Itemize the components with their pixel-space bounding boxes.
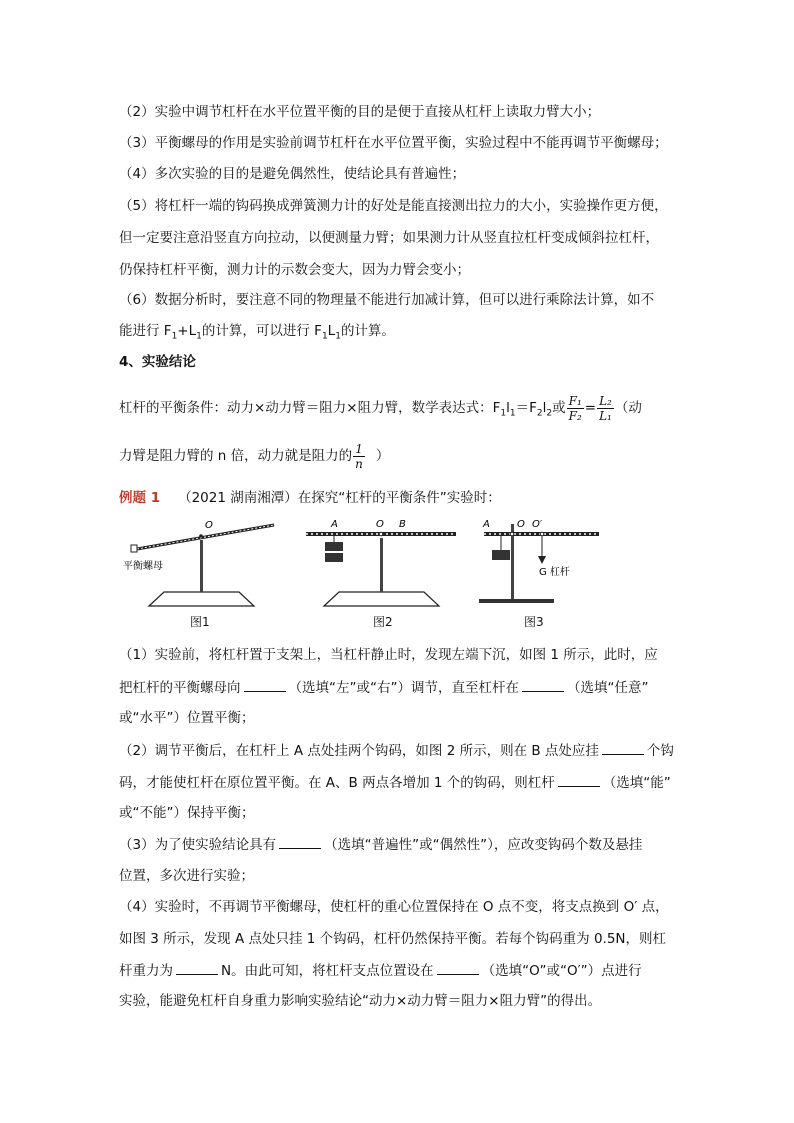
fig3-point-o-prime: O′ [532, 519, 543, 530]
fig2-point-a: A [331, 519, 338, 530]
fig1-caption: 图1 [190, 615, 210, 629]
figure-3 [479, 519, 599, 603]
q3-line1: （3）为了使实验结论具有 （选填“普遍性”或“偶然性”），应改变钩码个数及悬挂 [119, 834, 689, 855]
q1-line1: （1）实验前，将杠杆置于支架上，当杠杆静止时，发现左端下沉，如图 1 所示，此时，应 [119, 647, 658, 663]
figure-2 [306, 519, 456, 606]
q3-blank-property[interactable] [279, 834, 321, 849]
section-heading: 4、实验结论 [119, 354, 196, 370]
q2-line3: 或“不能”）保持平衡； [119, 805, 255, 821]
q1-blank-position[interactable] [522, 677, 564, 692]
example-label: 例题 1 [119, 490, 161, 506]
note-6-line1: （6）数据分析时，要注意不同的物理量不能进行加减计算，但可以进行乘除法计算，如不 [119, 292, 655, 308]
q4-blank-weight[interactable] [176, 960, 218, 975]
fraction-f1-f2: $\frac{\text{F₁}}{\text{F₂}}$ [568, 393, 582, 423]
fraction-one-over-n: $\frac{1}{n}$ [355, 441, 363, 471]
fig3-point-a: A [483, 519, 490, 530]
q2-line2: 码，才能使杠杆在原位置平衡。在 A、B 两点各增加 1 个的钩码，则杠杆 （选填“能” [119, 772, 689, 793]
q2-line1: （2）调节平衡后，在杠杆上 A 点处挂两个钩码，如图 2 所示，则在 B 点处应挂 个钩 [119, 740, 689, 761]
fraction-l2-l1: $\frac{\text{L₂}}{\text{L₁}}$ [599, 393, 612, 423]
q4-line4: 实验，能避免杠杆自身重力影响实验结论“动力×动力臂＝阻力×阻力臂”的得出。 [119, 993, 602, 1009]
q1-line3: 或“水平”）位置平衡； [119, 710, 255, 726]
fig2-point-b: B [399, 519, 406, 530]
q2-blank-count[interactable] [602, 740, 644, 755]
note-5-line1: （5）将杠杆一端的钩码换成弹簧测力计的好处是能直接测出拉力的大小，实验操作更方便， [119, 198, 668, 214]
q3-line2: 位置，多次进行实验； [119, 868, 254, 884]
q1-blank-direction[interactable] [244, 677, 286, 692]
note-2: （2）实验中调节杠杆在水平位置平衡的目的是便于直接从杠杆上读取力臂大小； [119, 104, 601, 120]
q2-blank-balance[interactable] [558, 772, 600, 787]
example-heading: 例题 1 （2021 湖南湘潭）在探究“杠杆的平衡条件”实验时： [119, 490, 501, 506]
note-4: （4）多次实验的目的是避免偶然性，使结论具有普遍性； [119, 166, 466, 182]
fig1-pivot-label: O [205, 520, 213, 531]
q4-line1: （4）实验时，不再调节平衡螺母，使杠杆的重心位置保持在 O 点不变，将支点换到 O′ 点， [119, 899, 669, 915]
conclusion-line2: 力臂是阻力臂的 n 倍，动力就是阻力的 $\frac{1}{n}$ ） [119, 441, 390, 471]
figure-1 [123, 520, 274, 606]
note-6-line2: 能进行 $F_1+L_1$的计算，可以进行 $F_1L_1$的计算。 [119, 323, 395, 342]
fig3-caption: 图3 [524, 615, 544, 629]
q4-line2: 如图 3 所示，发现 A 点处只挂 1 个钩码，杠杆仍然保持平衡。若每个钩码重为 0.5N，则杠 [119, 931, 667, 947]
q1-line2: 把杠杆的平衡螺母向 （选填“左”或“右”）调节，直至杠杆在 （选填“任意” [119, 677, 689, 698]
note-5-line2: 但一定要注意沿竖直方向拉动，以便测量力臂；如果测力计从竖直拉杠杆变成倾斜拉杠杆， [119, 230, 659, 246]
fig2-caption: 图2 [373, 615, 393, 629]
conclusion-line1: 杠杆的平衡条件：动力×动力臂＝阻力×阻力臂，数学表达式：$F_1l_1=F_2l_2$或 $\frac{\text{F₁}}{\text{F₂}}$ = $\frac{\text{L₂}}{\text{L₁}}$ （动 [119, 393, 642, 423]
fig3-point-o: O [517, 519, 525, 530]
q4-blank-pivot[interactable] [437, 960, 479, 975]
fig2-point-o: O [376, 519, 384, 530]
q4-line3: 杆重力为 N。由此可知，将杠杆支点位置设在 （选填“O”或“O′”）点进行 [119, 960, 689, 981]
note-3: （3）平衡螺母的作用是实验前调节杠杆在水平位置平衡，实验过程中不能再调节平衡螺母； [119, 135, 668, 151]
note-5-line3: 仍保持杠杆平衡，测力计的示数会变大，因为力臂会变小； [119, 262, 470, 278]
fig1-nut-label: 平衡螺母 [123, 561, 163, 572]
fig3-gravity-label: G 杠杆 [539, 567, 570, 578]
